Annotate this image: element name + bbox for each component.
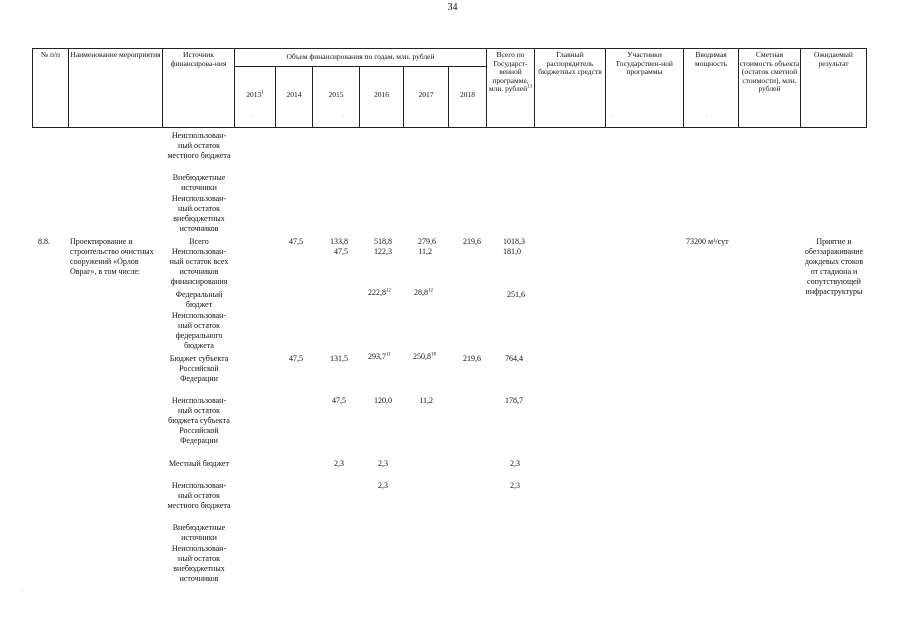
- header-year-2015: 2015: [312, 66, 360, 128]
- value-2017: 11,2: [418, 247, 432, 256]
- value-2016: 222,8$^{12}$: [368, 288, 391, 297]
- carryover-source-local-remainder: Неиспользован-ный остаток местного бюджета: [167, 131, 231, 160]
- item-name: Проектирование и строительство очистных сооружений «Орлов Овраг», в том числе:: [70, 237, 154, 276]
- header-total: Всего по Государст-венной программе, млн. рублей$^{13}$: [486, 48, 535, 128]
- row-source: Неиспользован-ный остаток местного бюджета: [167, 481, 231, 510]
- value-2015: 133,8: [330, 237, 348, 246]
- value-2017: 28,8$^{12}$: [414, 288, 433, 297]
- value-2018: 219,6: [463, 354, 481, 363]
- item-result: Приятие и обеззараживание дождевых стоков от стадиона и сопутствующей инфраструктуры: [804, 237, 864, 296]
- row-source: Неиспользован-ный остаток бюджета субъекта Российской Федерации: [168, 396, 230, 445]
- header-num: № п/п: [32, 48, 69, 128]
- row-source: Федеральный бюджет: [175, 290, 223, 309]
- item-number: 8.8.: [38, 237, 50, 246]
- header-year-2014: 2014: [275, 66, 313, 128]
- scan-mark: .: [706, 112, 708, 118]
- scan-mark: .: [343, 112, 345, 118]
- header-result: Ожидаемый результат: [800, 48, 867, 128]
- header-name: Наименование мероприятия: [68, 48, 163, 128]
- row-source: Бюджет субъекта Российской Федерации: [169, 354, 229, 383]
- header-manager: Главный распорядитель бюджетных средств: [534, 48, 606, 128]
- row-source: Неиспользован-ный остаток всех источников финансирования: [169, 247, 229, 286]
- value-total: 178,7: [505, 396, 523, 405]
- header-estimate: Сметная стоимость объекта (остаток сметной стоимости), млн. рублей: [738, 48, 801, 128]
- value-2016: 518,8: [374, 237, 392, 246]
- scan-mark: .: [252, 112, 254, 118]
- row-source: Местный бюджет: [169, 459, 229, 468]
- header-source: Источник финансирова-ния: [162, 48, 235, 128]
- value-total: 2,3: [510, 481, 520, 490]
- value-2015: 47,5: [332, 396, 346, 405]
- row-source: Неиспользован-ный остаток федерального бюджета: [171, 311, 227, 350]
- value-total: 181,0: [503, 247, 521, 256]
- carryover-source-extrabudget: Внебюджетные источники: [172, 173, 226, 192]
- header-year-2018: 2018: [448, 66, 487, 128]
- value-2016: 120,0: [374, 396, 392, 405]
- value-2017: 250,8$^{18}$: [413, 352, 436, 361]
- value-2018: 219,6: [463, 237, 481, 246]
- row-source: Неиспользован-ный остаток внебюджетных источников: [171, 544, 227, 583]
- value-2017: 279,6: [418, 237, 436, 246]
- value-2016: 2,3: [378, 481, 388, 490]
- row-source: Внебюджетные источники: [172, 523, 226, 542]
- row-source: Всего: [189, 237, 209, 246]
- value-2014: 47,5: [289, 354, 303, 363]
- scan-mark: .: [22, 587, 24, 593]
- header-capacity: Вводимая мощность: [683, 48, 739, 128]
- carryover-source-extrabudget-remainder: Неиспользован-ный остаток внебюджетных источников: [171, 194, 227, 233]
- value-total: 764,4: [505, 354, 523, 363]
- value-total: 1018,3: [503, 237, 525, 246]
- header-year-2013: 2013$^1$: [234, 66, 276, 128]
- item-capacity: 73200 м³/сут: [686, 237, 729, 246]
- header-participants: Участники Государствен-ной программы: [605, 48, 684, 128]
- header-year-2017: 2017: [403, 66, 449, 128]
- value-2015: 47,5: [334, 247, 348, 256]
- header-volume: Объем финансирования по годам, млн. рублей: [234, 48, 487, 67]
- page-number: 34: [447, 2, 458, 13]
- scan-mark: .: [612, 112, 614, 118]
- value-2016: 2,3: [378, 459, 388, 468]
- header-year-2016: 2016: [359, 66, 404, 128]
- value-2017: 11,2: [419, 396, 433, 405]
- value-2016: 122,3: [374, 247, 392, 256]
- value-total: 2,3: [510, 459, 520, 468]
- value-2014: 47,5: [289, 237, 303, 246]
- value-total: 251,6: [507, 290, 525, 299]
- value-2015: 131,5: [330, 354, 348, 363]
- value-2016: 293,7$^{11}$: [368, 352, 391, 361]
- value-2015: 2,3: [334, 459, 344, 468]
